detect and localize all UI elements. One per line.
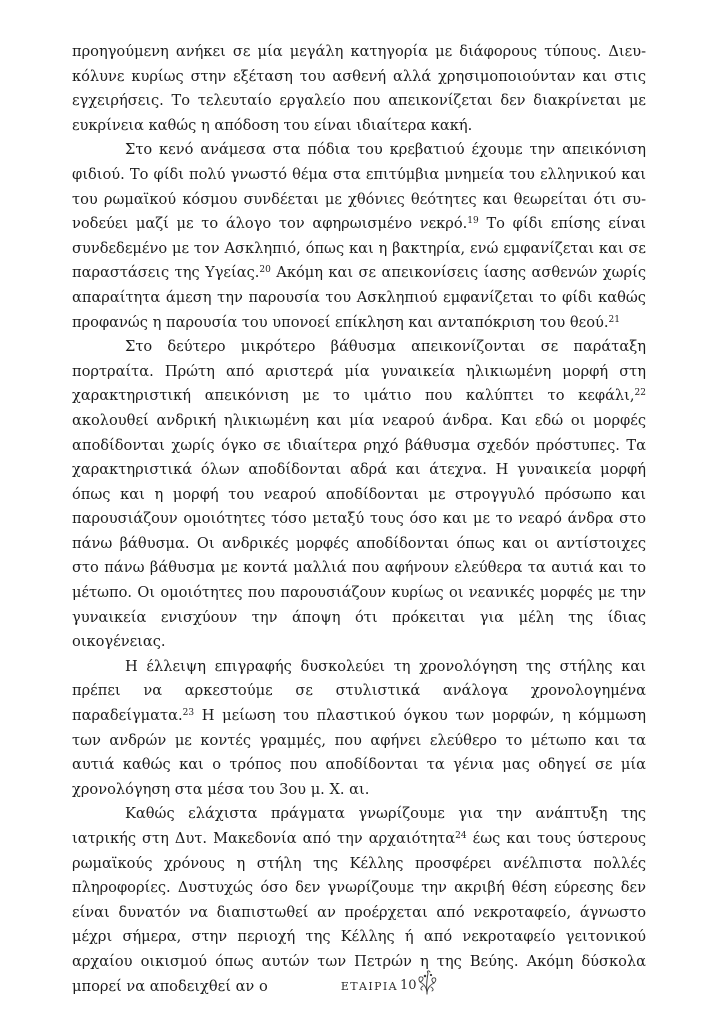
footnote-marker[interactable]: 20: [259, 265, 271, 276]
footnote-marker[interactable]: 22: [634, 388, 646, 399]
paragraph-text: Η μείωση του πλαστικού όγκου των μορφών, η κόμμωση των ανδρών με κοντές γραμμές, που αφήνει ελεύθερο το μέτωπο και τα αυτιά καθώς και ο τρόπος που αποδίδονται τα γένια μας οδηγεί σε μία χρονολόγηση στα μέσα του 3ου μ. Χ. αι.: [72, 707, 646, 798]
floral-ornament-icon: [416, 970, 438, 996]
footnote-marker[interactable]: 19: [467, 216, 479, 227]
paragraph: [72, 335, 646, 655]
paragraph: [72, 138, 646, 335]
footer-running-title: ΕΤΑΙΡΙΑ: [340, 980, 398, 993]
page-footer: [0, 974, 703, 1004]
paragraph: [72, 802, 646, 999]
paragraph-text: Καθώς ελάχιστα πράγματα γνωρίζουμε για την ανάπτυξη της ιατρικής στη Δυτ. Μακεδονία από την αρχαιότητα: [72, 805, 646, 847]
paragraph: [72, 40, 646, 138]
page-number: 10: [400, 978, 417, 993]
paragraph-text: ακολουθεί ανδρική ηλικιωμένη και μία νεαρού άνδρα. Και εδώ οι μορφές αποδίδονται χωρίς όγκο σε ιδιαίτερα ρηχό βάθυσμα σχεδόν πρόστυπες. Τα χαρακτηριστικά όλων αποδίδονται αδρά και άτεχνα. Η γυναικεία μορφή όπως και η μορφή του νεαρού αποδίδονται με στρογγυλό πρόσωπο και παρουσιάζουν ομοιότητες τόσο μεταξύ τους όσο και με το νεαρό άνδρα στο πάνω βάθυσμα. Οι ανδρικές μορφές αποδίδονται όπως και οι αντίστοιχες στο πάνω βάθυσμα με κοντά μαλλιά που αφήνουν ελεύθερα τα αυτιά και το μέτωπο. Οι ομοιότητες που παρουσιάζουν κυρίως οι νεανικές μορφές με την γυναικεία ενισχύουν την άποψη ότι πρόκειται για μέλη της ίδιας οικογένειας.: [72, 411, 646, 651]
paragraph-text: Το φίδι επίσης είναι συνδεδεμένο με τον Ασκληπιό, όπως και η βακτηρία, ενώ εμφανίζεται και σε παραστάσεις της Υγείας.: [72, 215, 646, 282]
body-text: [72, 40, 646, 999]
paragraph-text: έως και τους ύστερους ρωμαϊκούς χρόνους η στήλη της Κέλλης προσφέρει ανέλπιστα πολλές πληροφορίες. Δυστυχώς όσο δεν γνωρίζουμε την ακριβή θέση εύρεσης δεν είναι δυνατόν να διαπιστωθεί αν προέρχεται από νεκροταφείο, άγνωστο μέχρι σήμερα, στην περιοχή της Κέλλης ή από νεκροταφείο γειτονικού αρχαίου οικισμού όπως αυτών των Πετρών η της Βεύης. Ακόμη δύσκολα μπορεί να αποδειχθεί αν ο: [72, 830, 646, 995]
paragraph-text: Στο δεύτερο μικρότερο βάθυσμα απεικονίζονται σε παράταξη πορτραίτα. Πρώτη από αριστερά μία γυναικεία ηλικιωμένη μορφή στη χαρακτηριστική απεικόνιση με το ιμάτιο που καλύπτει το κεφάλι,: [72, 338, 646, 405]
paragraph-text: Η έλλειψη επιγραφής δυσκολεύει τη χρονολόγηση της στήλης και πρέπει να αρκεστούμε σε στυλιστικά ανάλογα χρονολογημένα παραδείγματα.: [72, 657, 646, 725]
paragraph-text: Ακόμη και σε απεικονίσεις ίασης ασθενών χωρίς απαραίτητα άμεση την παρουσία του Ασκληπιού εμφανίζεται το φίδι καθώς προφανώς η παρουσία του υπονοεί επίκληση και ανταπόκριση του θεού.: [72, 264, 647, 331]
paragraph-text: Στο κενό ανάμεσα στα πόδια του κρεβατιού έχουμε την απεικόνιση φιδιού. Το φίδι πολύ γνωστό θέμα στα επιτύμβια μνημεία του ελληνικού και του ρωμαϊκού κόσμου συνδέεται με χθόνιες θεότητες και θεωρείται ότι συνοδεύει μαζί με το άλογο τον αφηρωισμένο νεκρό.: [72, 141, 646, 233]
footnote-marker[interactable]: 23: [182, 708, 195, 719]
paragraph-text: προηγούμενη ανήκει σε μία μεγάλη κατηγορία με διάφορους τύπους. Διευκόλυνε κυρίως στην εξέταση του ασθενή αλλά χρησιμοποιούνταν και στις εγχειρήσεις. Το τελευταίο εργαλείο που απεικονίζεται δεν διακρίνεται με ευκρίνεια καθώς η απόδοση του είναι ιδιαίτερα κακή.: [72, 43, 646, 134]
paragraph: [72, 655, 646, 803]
footnote-marker[interactable]: 24: [455, 831, 467, 841]
footnote-marker[interactable]: 21: [608, 314, 620, 325]
